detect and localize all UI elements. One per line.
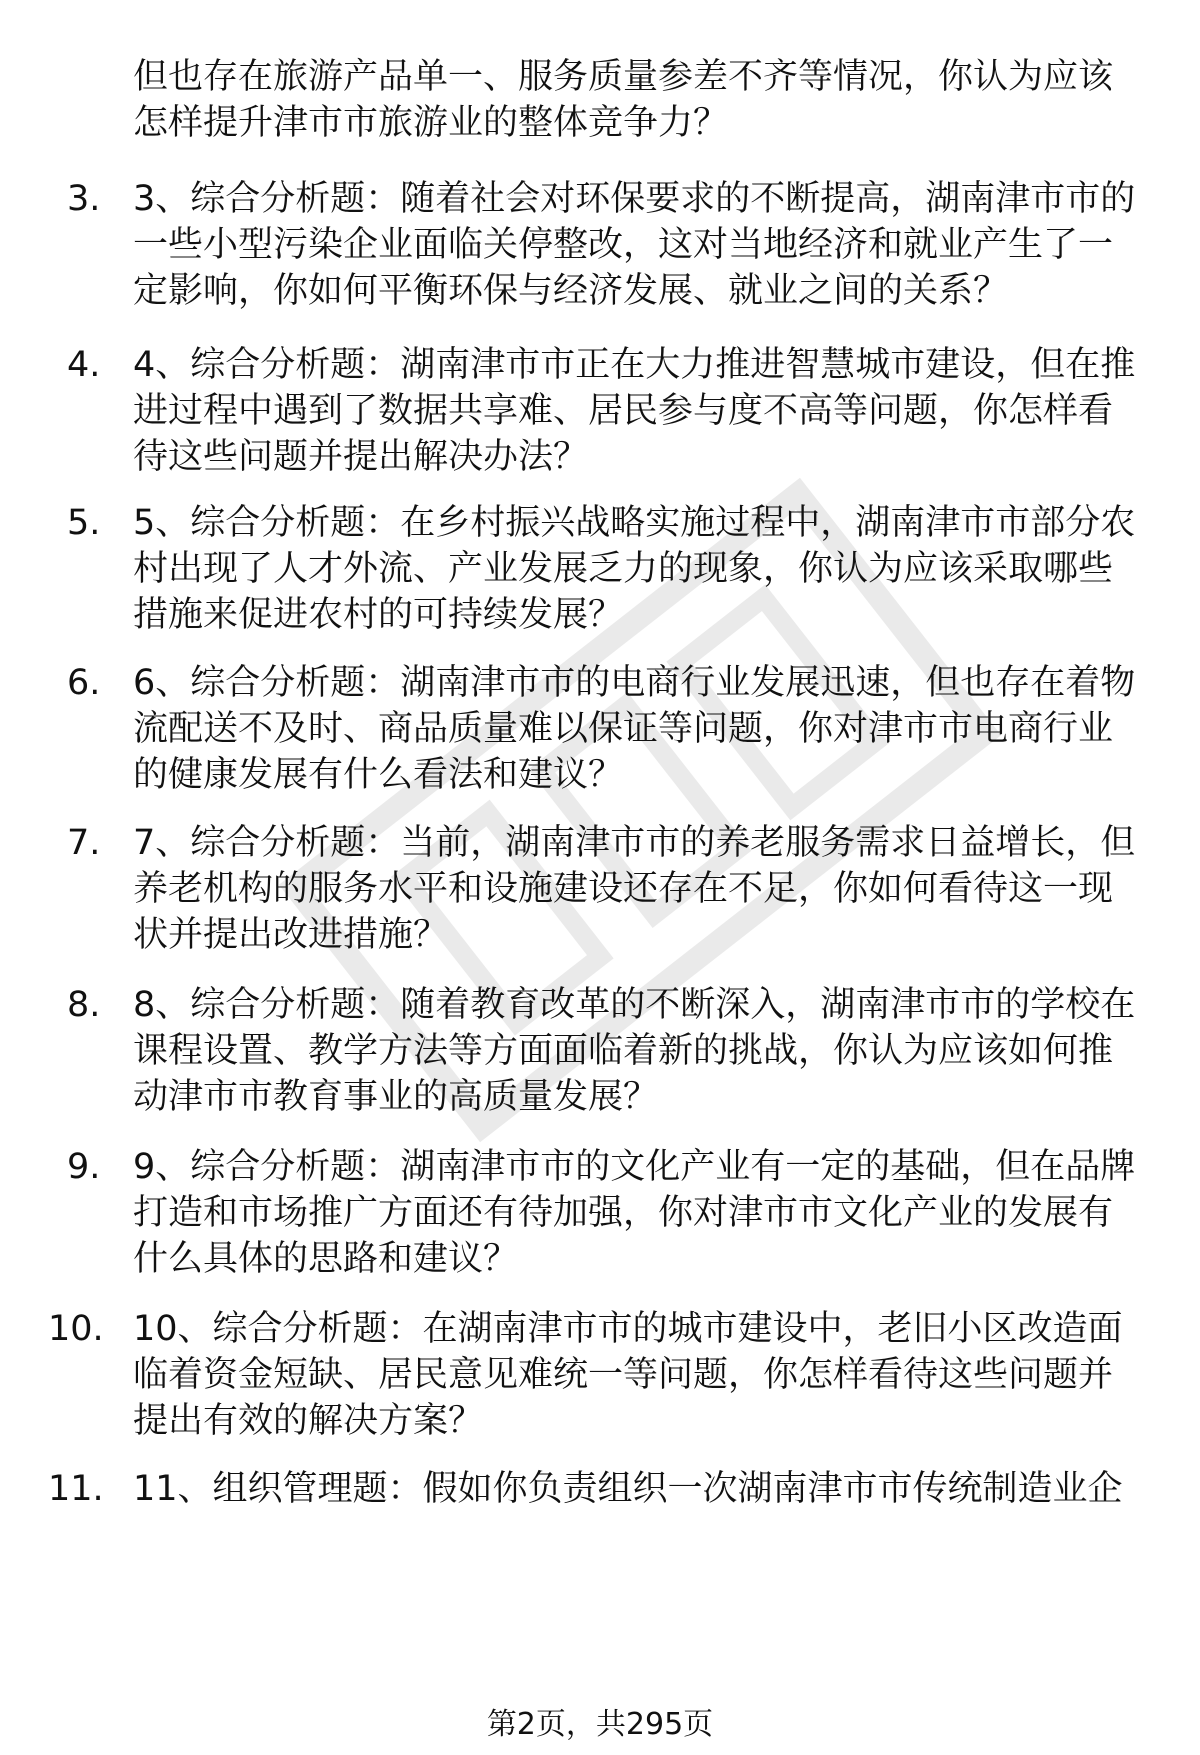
- question-line: 课程设置、教学方法等方面面临着新的挑战，你认为应该如何推: [133, 1031, 1114, 1071]
- list-number: 3.: [67, 179, 101, 219]
- question-line: 10、综合分析题：在湖南津市市的城市建设中，老旧小区改造面: [133, 1309, 1123, 1349]
- question-line: 7、综合分析题：当前，湖南津市市的养老服务需求日益增长，但: [133, 823, 1136, 863]
- question-line: 什么具体的思路和建议？: [133, 1239, 519, 1279]
- list-number: 8.: [67, 985, 101, 1025]
- question-line: 8、综合分析题：随着教育改革的不断深入，湖南津市市的学校在: [133, 985, 1136, 1025]
- list-number: 7.: [67, 823, 101, 863]
- question-line: 一些小型污染企业面临关停整改，这对当地经济和就业产生了一: [133, 225, 1114, 265]
- question-line: 4、综合分析题：湖南津市市正在大力推进智慧城市建设，但在推: [133, 345, 1136, 385]
- question-line: 养老机构的服务水平和设施建设还存在不足，你如何看待这一现: [133, 869, 1114, 909]
- list-number: 5.: [67, 503, 101, 543]
- page-indicator: 第2页，共295页: [486, 1707, 714, 1742]
- question-line: 5、综合分析题：在乡村振兴战略实施过程中，湖南津市市部分农: [133, 503, 1136, 543]
- question-line: 状并提出改进措施？: [133, 915, 449, 955]
- continuation-line: 但也存在旅游产品单一、服务质量参差不齐等情况，你认为应该: [133, 57, 1114, 97]
- question-line: 提出有效的解决方案？: [133, 1401, 484, 1441]
- question-line: 进过程中遇到了数据共享难、居民参与度不高等问题，你怎样看: [133, 391, 1114, 431]
- question-line: 定影响，你如何平衡环保与经济发展、就业之间的关系？: [133, 271, 1009, 311]
- continuation-line: 怎样提升津市市旅游业的整体竞争力？: [133, 103, 729, 143]
- question-line: 打造和市场推广方面还有待加强，你对津市市文化产业的发展有: [133, 1193, 1114, 1233]
- list-number: 6.: [67, 663, 101, 703]
- list-number: 10.: [48, 1309, 104, 1349]
- question-line: 待这些问题并提出解决办法？: [133, 437, 589, 477]
- list-number: 11.: [48, 1469, 104, 1509]
- question-line: 9、综合分析题：湖南津市市的文化产业有一定的基础，但在品牌: [133, 1147, 1136, 1187]
- list-number: 9.: [67, 1147, 101, 1187]
- question-line: 措施来促进农村的可持续发展？: [133, 595, 624, 635]
- question-line: 的健康发展有什么看法和建议？: [133, 755, 624, 795]
- list-number: 4.: [67, 345, 101, 385]
- question-line: 6、综合分析题：湖南津市市的电商行业发展迅速，但也存在着物: [133, 663, 1136, 703]
- question-line: 11、组织管理题：假如你负责组织一次湖南津市市传统制造业企: [133, 1469, 1123, 1509]
- question-line: 流配送不及时、商品质量难以保证等问题，你对津市市电商行业: [133, 709, 1114, 749]
- question-line: 3、综合分析题：随着社会对环保要求的不断提高，湖南津市市的: [133, 179, 1136, 219]
- question-line: 临着资金短缺、居民意见难统一等问题，你怎样看待这些问题并: [133, 1355, 1114, 1395]
- question-line: 动津市市教育事业的高质量发展？: [133, 1077, 659, 1117]
- question-line: 村出现了人才外流、产业发展乏力的现象，你认为应该采取哪些: [133, 549, 1114, 589]
